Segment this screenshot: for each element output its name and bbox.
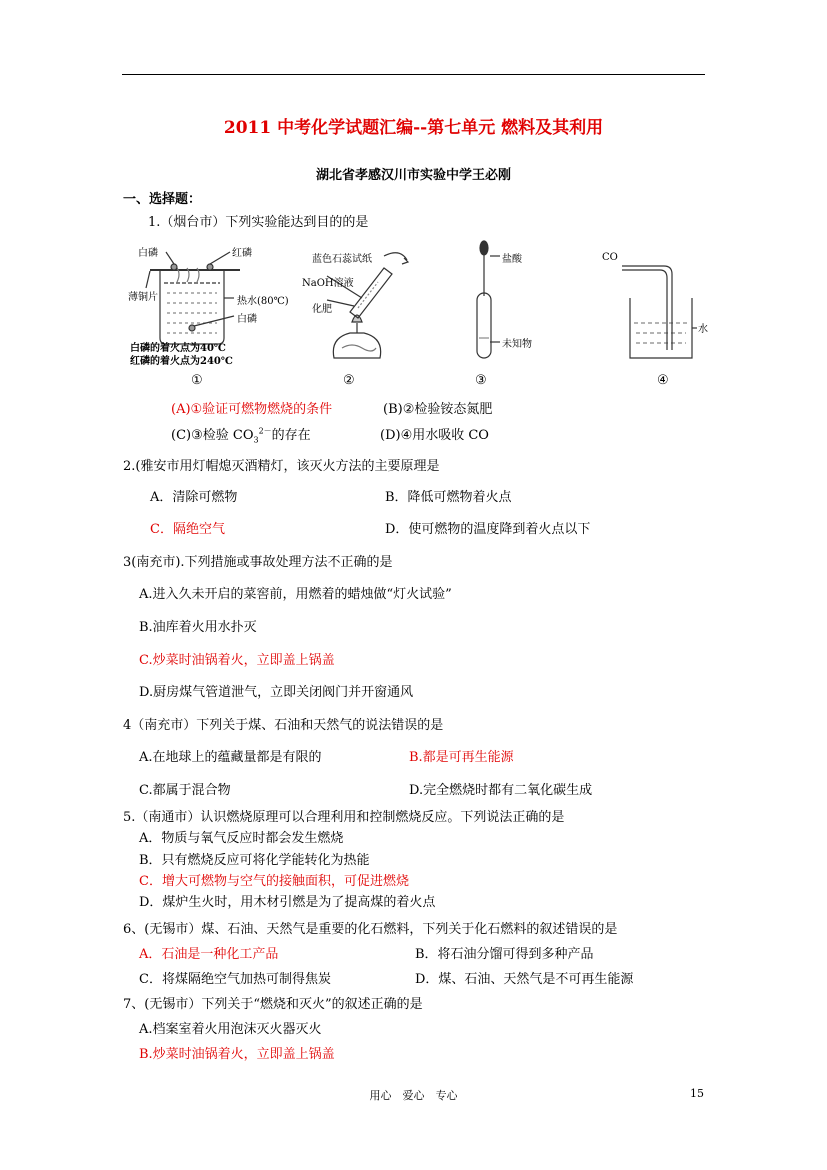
q4-option-d: D.完全燃烧时都有二氧化碳生成 (409, 783, 593, 798)
fig-label-unknown: 未知物 (502, 339, 532, 350)
q6-option-b: B．将石油分馏可得到多种产品 (415, 947, 594, 962)
q6-option-a: A．石油是一种化工产品 (139, 947, 279, 962)
fig-label-red-phosphorus: 红磷 (232, 248, 252, 259)
q3-option-d: D.厨房煤气管道泄气，立即关闭阀门并开窗通风 (139, 685, 414, 700)
fig-label-litmus-paper: 蓝色石蕊试纸 (312, 254, 372, 265)
fig-label-co: CO (602, 252, 618, 263)
q4-option-c: C.都属于混合物 (139, 783, 231, 798)
fig-number-2: ② (343, 373, 355, 388)
q1-figure (122, 238, 712, 370)
q6-option-c: C．将煤隔绝空气加热可制得焦炭 (139, 972, 331, 987)
fig-number-1: ① (191, 373, 203, 388)
q5-option-d: D．煤炉生火时，用木材引燃是为了提高煤的着火点 (139, 895, 436, 910)
author-line: 湖北省孝感汉川市实验中学王必刚 (315, 168, 511, 183)
page-number: 15 (690, 1087, 704, 1100)
q2-option-d: D．使可燃物的温度降到着火点以下 (385, 522, 591, 537)
q4-option-b: B.都是可再生能源 (409, 750, 514, 765)
fig-label-copper-sheet: 薄铜片 (128, 292, 158, 303)
q1-option-d: (D)④用水吸收 CO (380, 428, 489, 443)
fig-label-naoh: NaOH溶液 (302, 278, 354, 289)
q5-option-c: C．增大可燃物与空气的接触面积，可促进燃烧 (139, 874, 409, 889)
q4-stem: 4（南充市）下列关于煤、石油和天然气的说法错误的是 (123, 718, 444, 733)
q3-option-b: B.油库着火用水扑灭 (139, 620, 257, 635)
fig-number-3: ③ (475, 373, 487, 388)
fig-label-water: 水 (698, 324, 708, 335)
fig-label-hydrochloric-acid: 盐酸 (502, 254, 522, 265)
q1-option-b: (B)②检验铵态氮肥 (383, 402, 493, 417)
fig-number-4: ④ (657, 373, 669, 388)
q4-option-a: A.在地球上的蕴藏量都是有限的 (139, 750, 322, 765)
q3-option-a: A.进入久未开启的菜窖前，用燃着的蜡烛做“灯火试验” (139, 587, 452, 602)
page-title: 2011 中考化学试题汇编--第七单元 燃料及其利用 (223, 118, 604, 138)
q7-stem: 7、(无锡市）下列关于“燃烧和灭火”的叙述正确的是 (123, 997, 423, 1012)
q5-option-a: A．物质与氧气反应时都会发生燃烧 (139, 831, 344, 846)
q1-option-a: (A)①验证可燃物燃烧的条件 (171, 402, 333, 417)
q3-stem: 3(南充市).下列措施或事故处理方法不正确的是 (123, 555, 393, 570)
fig-note-ignition-red: 红磷的着火点为240℃ (130, 356, 233, 367)
q7-option-b: B.炒菜时油锅着火，立即盖上锅盖 (139, 1047, 335, 1062)
q6-stem: 6、(无锡市）煤、石油、天然气是重要的化石燃料，下列关于化石燃料的叙述错误的是 (123, 922, 618, 937)
section-heading: 一、选择题： (123, 192, 202, 207)
fig-label-hot-water: 热水(80℃) (237, 296, 289, 307)
q2-option-c: C．隔绝空气 (150, 522, 225, 537)
q1-option-c: (C)③检验 $CO_3^{2-}$的存在 (171, 426, 311, 445)
fig-label-white-phosphorus: 白磷 (138, 248, 158, 259)
q2-stem: 2.(雅安市用灯帽熄灭酒精灯，该灭火方法的主要原理是 (123, 459, 440, 474)
header-rule (122, 74, 705, 75)
q2-option-a: A．清除可燃物 (150, 490, 238, 505)
q5-stem: 5.（南通市）认识燃烧原理可以合理利用和控制燃烧反应。下列说法正确的是 (123, 810, 565, 825)
q6-option-d: D．煤、石油、天然气是不可再生能源 (415, 972, 634, 987)
fig-note-ignition-white: 白磷的着火点为40℃ (130, 343, 226, 354)
q3-option-c: C.炒菜时油锅着火，立即盖上锅盖 (139, 653, 335, 668)
footer-motto: 用心 爱心 专心 (369, 1089, 458, 1102)
q1-stem: 1.（烟台市）下列实验能达到目的的是 (148, 215, 369, 230)
fig-label-fertilizer: 化肥 (312, 304, 332, 315)
fig-label-white-phosphorus-2: 白磷 (237, 314, 257, 325)
q2-option-b: B．降低可燃物着火点 (385, 490, 512, 505)
q7-option-a: A.档案室着火用泡沫灭火器灭火 (139, 1022, 322, 1037)
q5-option-b: B．只有燃烧反应可将化学能转化为热能 (139, 853, 370, 868)
